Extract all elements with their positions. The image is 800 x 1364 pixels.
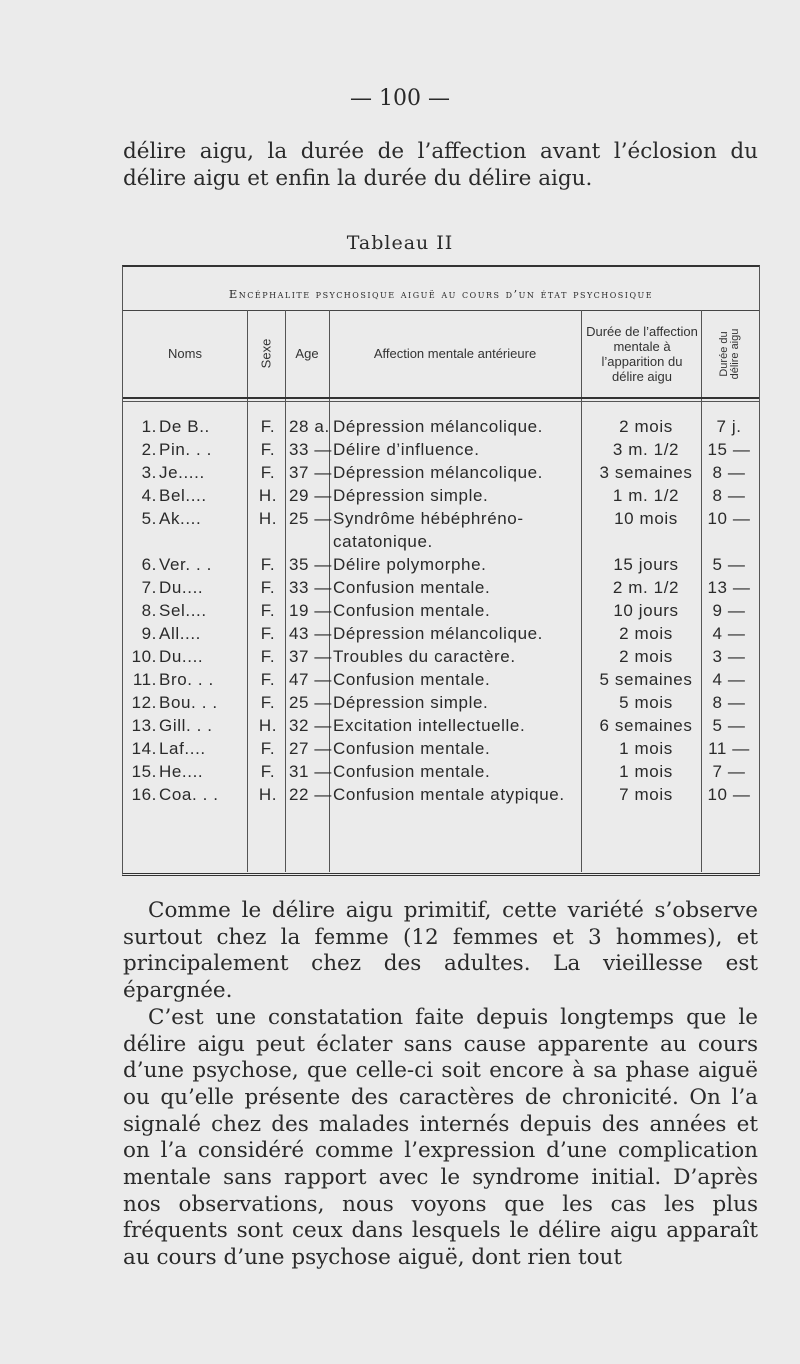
row-sex: F. [260, 601, 276, 620]
row-number: 8. [141, 601, 157, 620]
row-affection: Confusion mentale. [333, 670, 491, 689]
row-delirium-duration: 10 — [707, 509, 751, 528]
row-sex: F. [260, 647, 276, 666]
row-age: 28 a. [289, 417, 330, 436]
row-delirium-duration: 8 — [712, 463, 746, 482]
row-sex: F. [260, 578, 276, 597]
row-number: 7. [141, 578, 157, 597]
row-affection: Excitation intellectuelle. [333, 716, 526, 735]
row-name: Coa. . . [159, 785, 219, 804]
table-row [123, 645, 759, 668]
row-affection: Délire d’influence. [333, 440, 480, 459]
row-number: 4. [141, 486, 157, 505]
table-row [123, 461, 759, 484]
row-age: 31 — [289, 762, 333, 781]
row-duration: 1 mois [619, 739, 673, 758]
header-duree-delire: Durée du délire aigu [718, 328, 741, 379]
row-age: 35 — [289, 555, 333, 574]
row-name: Ak.... [159, 509, 202, 528]
row-duration: 1 mois [619, 762, 673, 781]
row-sex: H. [258, 716, 278, 735]
row-age: 19 — [289, 601, 333, 620]
row-duration: 2 m. 1/2 [612, 578, 680, 597]
table-row [123, 622, 759, 645]
row-name: All.... [159, 624, 201, 643]
row-name: Du.... [159, 647, 204, 666]
row-delirium-duration: 8 — [712, 486, 746, 505]
row-number: 9. [141, 624, 157, 643]
row-duration: 7 mois [619, 785, 673, 804]
row-sex: F. [260, 440, 276, 459]
row-name: Je..... [159, 463, 205, 482]
row-delirium-duration: 5 — [712, 555, 746, 574]
row-affection: Dépression mélancolique. [333, 417, 544, 436]
header-rule [123, 397, 759, 399]
table-row [123, 507, 759, 553]
row-delirium-duration: 9 — [712, 601, 746, 620]
row-duration: 10 mois [614, 509, 678, 528]
row-number: 13. [131, 716, 157, 735]
row-name: Pin. . . [159, 440, 212, 459]
row-age: 27 — [289, 739, 333, 758]
row-age: 25 — [289, 509, 333, 528]
row-number: 1. [141, 417, 157, 436]
header-duree-affection: Durée de l’affection mentale à l’apparition du délire aigu [586, 323, 698, 384]
table-row [123, 783, 759, 829]
row-name: Bou. . . [159, 693, 218, 712]
row-delirium-duration: 5 — [712, 716, 746, 735]
row-duration: 2 mois [619, 624, 673, 643]
row-number: 3. [141, 463, 157, 482]
row-sex: F. [260, 739, 276, 758]
row-age: 47 — [289, 670, 333, 689]
row-age: 29 — [289, 486, 333, 505]
row-sex: F. [260, 624, 276, 643]
table-row [123, 438, 759, 461]
row-number: 10. [131, 647, 157, 666]
row-sex: F. [260, 417, 276, 436]
row-number: 5. [141, 509, 157, 528]
row-delirium-duration: 13 — [707, 578, 751, 597]
row-age: 32 — [289, 716, 333, 735]
row-duration: 2 mois [619, 647, 673, 666]
row-number: 15. [131, 762, 157, 781]
row-sex: F. [260, 670, 276, 689]
row-number: 11. [132, 670, 157, 689]
table-row [123, 691, 759, 714]
page-number: — 100 — [350, 86, 450, 111]
row-affection: Délire polymorphe. [333, 555, 487, 574]
row-sex: H. [258, 509, 278, 528]
row-affection: Syndrôme hébéphréno-catatonique. [333, 509, 524, 551]
row-affection: Confusion mentale atypique. [333, 785, 565, 804]
row-duration: 3 m. 1/2 [612, 440, 680, 459]
table-row [123, 484, 759, 507]
row-number: 14. [131, 739, 157, 758]
row-sex: H. [258, 785, 278, 804]
row-number: 6. [141, 555, 157, 574]
row-name: Ver. . . [159, 555, 212, 574]
row-sex: F. [260, 762, 276, 781]
row-duration: 5 semaines [599, 670, 693, 689]
table-row [123, 760, 759, 783]
row-number: 2. [141, 440, 157, 459]
row-age: 25 — [289, 693, 333, 712]
row-sex: F. [260, 555, 276, 574]
table-row [123, 599, 759, 622]
paragraph: Comme le délire aigu primitif, cette variété s’observe surtout chez la femme (12 femmes et 3 hommes), et principalement chez des adultes. La vieillesse est épargnée. [123, 898, 758, 1004]
data-table [122, 265, 760, 876]
row-name: He.... [159, 762, 204, 781]
table-row [123, 576, 759, 599]
table-row [123, 553, 759, 576]
row-age: 37 — [289, 647, 333, 666]
row-sex: F. [260, 693, 276, 712]
row-affection: Dépression simple. [333, 693, 489, 712]
row-delirium-duration: 4 — [712, 670, 746, 689]
table-row [123, 714, 759, 737]
row-age: 33 — [289, 440, 333, 459]
intro-paragraph: délire aigu, la durée de l’affection avant l’éclosion du délire aigu et enfin la durée du délire aigu. [123, 139, 758, 191]
row-name: Sel.... [159, 601, 207, 620]
row-age: 37 — [289, 463, 333, 482]
header-noms: Noms [168, 346, 202, 361]
row-duration: 1 m. 1/2 [612, 486, 680, 505]
row-affection: Dépression mélancolique. [333, 624, 544, 643]
table-row [123, 737, 759, 760]
table-body [123, 415, 759, 829]
row-delirium-duration: 7 j. [716, 417, 742, 436]
row-delirium-duration: 10 — [707, 785, 751, 804]
row-sex: H. [258, 486, 278, 505]
table-title: Encéphalite psychosique aiguë au cours d’un état psychosique [228, 287, 654, 301]
row-duration: 5 mois [619, 693, 673, 712]
table-row [123, 415, 759, 438]
header-affection: Affection mentale antérieure [373, 346, 537, 361]
row-number: 16. [131, 785, 157, 804]
row-affection: Troubles du caractère. [333, 647, 516, 666]
row-duration: 6 semaines [599, 716, 693, 735]
paragraph: C’est une constatation faite depuis longtemps que le délire aigu peut éclater sans cause apparente au cours d’une psychose, que celle-ci soit encore à sa phase aiguë ou qu’elle présente des caractères de chronicité. On l’a signalé chez des malades internés depuis des années et on l’a considéré comme l’expression d’une complication mentale sans rapport avec le syndrome initial. D’après nos observations, nous voyons que les cas les plus fréquents sont ceux dans lesquels le délire aigu apparaît au cours d’une psychose aiguë, dont rien tout [123, 1004, 758, 1271]
row-name: Bel.... [159, 486, 207, 505]
row-name: Bro. . . [159, 670, 214, 689]
row-name: Gill. . . [159, 716, 213, 735]
row-age: 33 — [289, 578, 333, 597]
row-delirium-duration: 3 — [712, 647, 746, 666]
header-age: Age [295, 346, 319, 361]
row-affection: Confusion mentale. [333, 739, 491, 758]
row-age: 43 — [289, 624, 333, 643]
row-duration: 2 mois [619, 417, 673, 436]
row-name: De B.. [159, 417, 210, 436]
row-affection: Dépression mélancolique. [333, 463, 544, 482]
body-text [123, 898, 758, 1272]
table-row [123, 668, 759, 691]
header-sexe: Sexe [258, 338, 274, 369]
table-caption: Tableau II [346, 232, 454, 254]
row-delirium-duration: 4 — [712, 624, 746, 643]
row-affection: Dépression simple. [333, 486, 489, 505]
row-delirium-duration: 11 — [708, 739, 750, 758]
row-duration: 3 semaines [599, 463, 693, 482]
row-delirium-duration: 8 — [712, 693, 746, 712]
row-duration: 15 jours [613, 555, 679, 574]
row-affection: Confusion mentale. [333, 578, 491, 597]
row-name: Du.... [159, 578, 204, 597]
row-sex: F. [260, 463, 276, 482]
row-number: 12. [131, 693, 157, 712]
row-duration: 10 jours [613, 601, 679, 620]
row-age: 22 — [289, 785, 333, 804]
row-name: Laf.... [159, 739, 206, 758]
row-delirium-duration: 7 — [712, 762, 746, 781]
header-rule-secondary [123, 401, 759, 402]
row-affection: Confusion mentale. [333, 601, 491, 620]
row-affection: Confusion mentale. [333, 762, 491, 781]
row-delirium-duration: 15 — [707, 440, 751, 459]
